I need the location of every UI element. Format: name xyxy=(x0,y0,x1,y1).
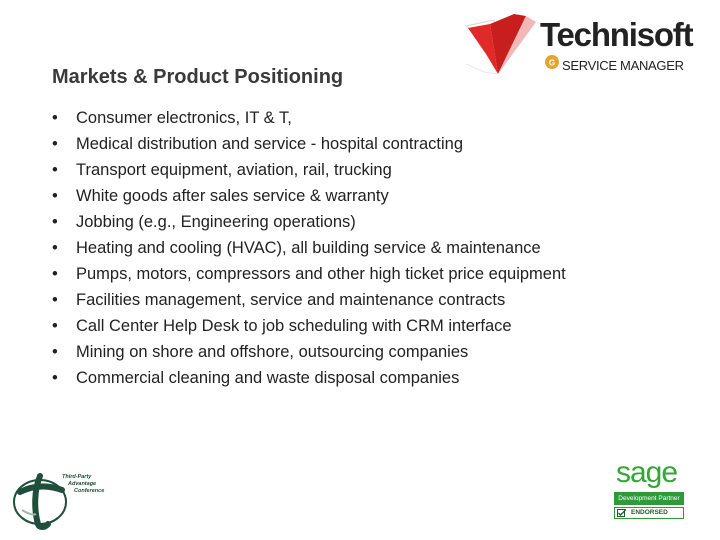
service-manager-label: SERVICE MANAGER xyxy=(562,58,684,73)
list-item xyxy=(52,160,566,186)
conference-text xyxy=(62,474,104,495)
conference-line: Conference xyxy=(74,488,105,494)
checkbox-icon xyxy=(617,509,627,517)
bullet-icon: • xyxy=(52,369,58,387)
bullet-icon: • xyxy=(52,317,58,335)
bullet-icon: • xyxy=(52,161,58,179)
bullet-text: Mining on shore and offshore, outsourcing companies xyxy=(76,343,469,361)
list-item xyxy=(52,264,566,290)
bullet-icon: • xyxy=(52,343,58,361)
bullet-icon: • xyxy=(52,135,58,153)
conference-line: Advantage xyxy=(68,481,97,487)
bullet-text: Consumer electronics, IT & T, xyxy=(76,109,292,127)
sage-endorsed-label: ENDORSED xyxy=(631,509,668,516)
list-item xyxy=(52,368,566,394)
conference-logo xyxy=(12,466,122,530)
bullet-text: Commercial cleaning and waste disposal companies xyxy=(76,369,460,387)
bullet-text: White goods after sales service & warranty xyxy=(76,187,389,205)
bullet-text: Transport equipment, aviation, rail, trucking xyxy=(76,161,392,179)
conference-line: Third-Party xyxy=(62,474,92,480)
bullet-icon: • xyxy=(52,291,58,309)
bullet-icon: • xyxy=(52,265,58,283)
svg-text:G: G xyxy=(548,58,556,68)
bullet-icon: • xyxy=(52,239,58,257)
bullet-text: Facilities management, service and maintenance contracts xyxy=(76,291,506,309)
technisoft-checkmark-icon xyxy=(464,12,544,88)
bullet-text: Pumps, motors, compressors and other high ticket price equipment xyxy=(76,265,566,283)
slide-title: Markets & Product Positioning xyxy=(52,66,344,88)
conference-t-icon xyxy=(12,466,68,530)
list-item xyxy=(52,342,566,368)
technisoft-logo xyxy=(464,12,694,88)
go-badge-icon xyxy=(544,54,560,70)
sage-logo xyxy=(610,456,690,530)
sage-endorsed-badge xyxy=(614,507,684,519)
list-item xyxy=(52,238,566,264)
list-item xyxy=(52,290,566,316)
bullet-text: Jobbing (e.g., Engineering operations) xyxy=(76,213,356,231)
bullet-text: Call Center Help Desk to job scheduling with CRM interface xyxy=(76,317,512,335)
sage-wordmark: sage xyxy=(616,456,678,489)
list-item xyxy=(52,108,566,134)
bullet-icon: • xyxy=(52,109,58,127)
list-item xyxy=(52,134,566,160)
bullet-icon: • xyxy=(52,187,58,205)
bullet-text: Heating and cooling (HVAC), all building service & maintenance xyxy=(76,239,541,257)
list-item xyxy=(52,316,566,342)
sage-development-partner: Development Partner xyxy=(614,492,684,505)
list-item xyxy=(52,186,566,212)
bullet-text: Medical distribution and service - hospital contracting xyxy=(76,135,464,153)
bullet-icon: • xyxy=(52,213,58,231)
bullet-list xyxy=(52,108,566,394)
technisoft-wordmark: Technisoft xyxy=(540,16,693,53)
list-item xyxy=(52,212,566,238)
